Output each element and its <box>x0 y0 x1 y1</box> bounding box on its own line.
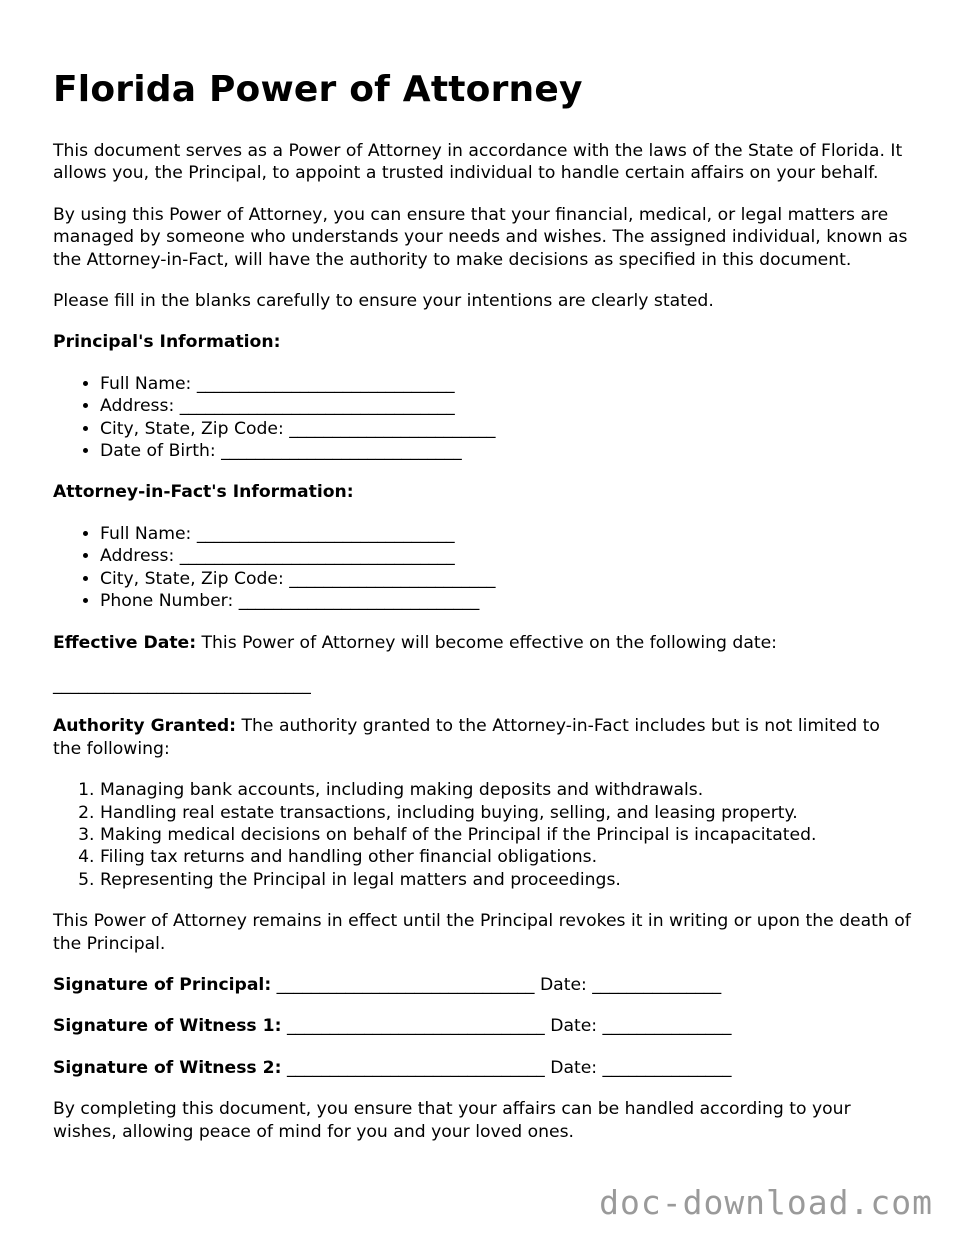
intro-paragraph-3: Please fill in the blanks carefully to ensure your intentions are clearly stated. <box>53 291 714 312</box>
closing-paragraph: By completing this document, you ensure that your affairs can be handled according to your wishes, allowing peace of mind for you and your loved ones. <box>53 1099 851 1142</box>
intro-paragraph-1: This document serves as a Power of Attorney in accordance with the laws of the State of Florida. It allows you, the Principal, to appoint a trusted individual to handle certain affairs on your behalf. <box>53 141 903 184</box>
signature-witness-2-label: Signature of Witness 2: <box>53 1057 282 1078</box>
principal-date-of-birth-field[interactable]: • Date of Birth: ____________________________ <box>100 440 913 462</box>
attorney-phone-number-field[interactable]: • Phone Number: ____________________________ <box>100 590 913 612</box>
signature-principal-label: Signature of Principal: <box>53 974 272 995</box>
authority-text: The authority granted to the Attorney-in-Fact includes but is not limited to the following: <box>53 716 880 759</box>
page-title: Florida Power of Attorney <box>53 69 583 110</box>
signature-witness-2-row[interactable] <box>53 1057 913 1079</box>
effective-date-paragraph <box>53 632 913 654</box>
signature-witness-2-field[interactable]: ______________________________ Date: _______________ <box>281 1057 732 1078</box>
principal-city-state-zip-field[interactable]: • City, State, Zip Code: ________________________ <box>100 418 913 440</box>
authority-item: 5. Representing the Principal in legal matters and proceedings. <box>100 869 913 891</box>
signature-principal-row[interactable] <box>53 974 913 996</box>
attorney-address-field[interactable]: • Address: ________________________________ <box>100 545 913 567</box>
duration-paragraph: This Power of Attorney remains in effect until the Principal revokes it in writing or upon the death of the Principal. <box>53 911 911 954</box>
authority-item: 3. Making medical decisions on behalf of the Principal if the Principal is incapacitated. <box>100 824 913 846</box>
intro-paragraph-2: By using this Power of Attorney, you can ensure that your financial, medical, or legal matters are managed by someone who understands your needs and wishes. The assigned individual, known as the Attorney-in-Fact, will have the authority to make decisions as specified in this document. <box>53 204 908 270</box>
attorney-city-state-zip-field[interactable]: • City, State, Zip Code: ________________________ <box>100 568 913 590</box>
authority-paragraph <box>53 715 913 760</box>
effective-date-label: Effective Date: <box>53 632 197 653</box>
attorney-info-list <box>53 523 913 613</box>
principal-address-field[interactable]: • Address: ________________________________ <box>100 395 913 417</box>
authority-item: 4. Filing tax returns and handling other financial obligations. <box>100 846 913 868</box>
effective-date-field[interactable]: ______________________________ <box>53 674 311 695</box>
effective-date-text: This Power of Attorney will become effective on the following date: <box>196 632 777 653</box>
signature-witness-1-row[interactable] <box>53 1015 913 1037</box>
principal-full-name-field[interactable]: • Full Name: ______________________________ <box>100 373 913 395</box>
signature-witness-1-label: Signature of Witness 1: <box>53 1016 282 1037</box>
signature-witness-1-field[interactable]: ______________________________ Date: _______________ <box>281 1016 732 1037</box>
authority-item: 1. Managing bank accounts, including making deposits and withdrawals. <box>100 779 913 801</box>
document-body <box>53 66 913 1162</box>
authority-list <box>53 779 913 891</box>
principal-info-list <box>53 373 913 463</box>
attorney-full-name-field[interactable]: • Full Name: ______________________________ <box>100 523 913 545</box>
authority-label: Authority Granted: <box>53 716 237 737</box>
authority-item: 2. Handling real estate transactions, including buying, selling, and leasing property. <box>100 802 913 824</box>
attorney-info-heading: Attorney-in-Fact's Information: <box>53 482 354 503</box>
watermark: doc-download.com <box>599 1183 933 1222</box>
principal-info-heading: Principal's Information: <box>53 332 281 353</box>
signature-principal-field[interactable]: ______________________________ Date: _______________ <box>271 974 722 995</box>
